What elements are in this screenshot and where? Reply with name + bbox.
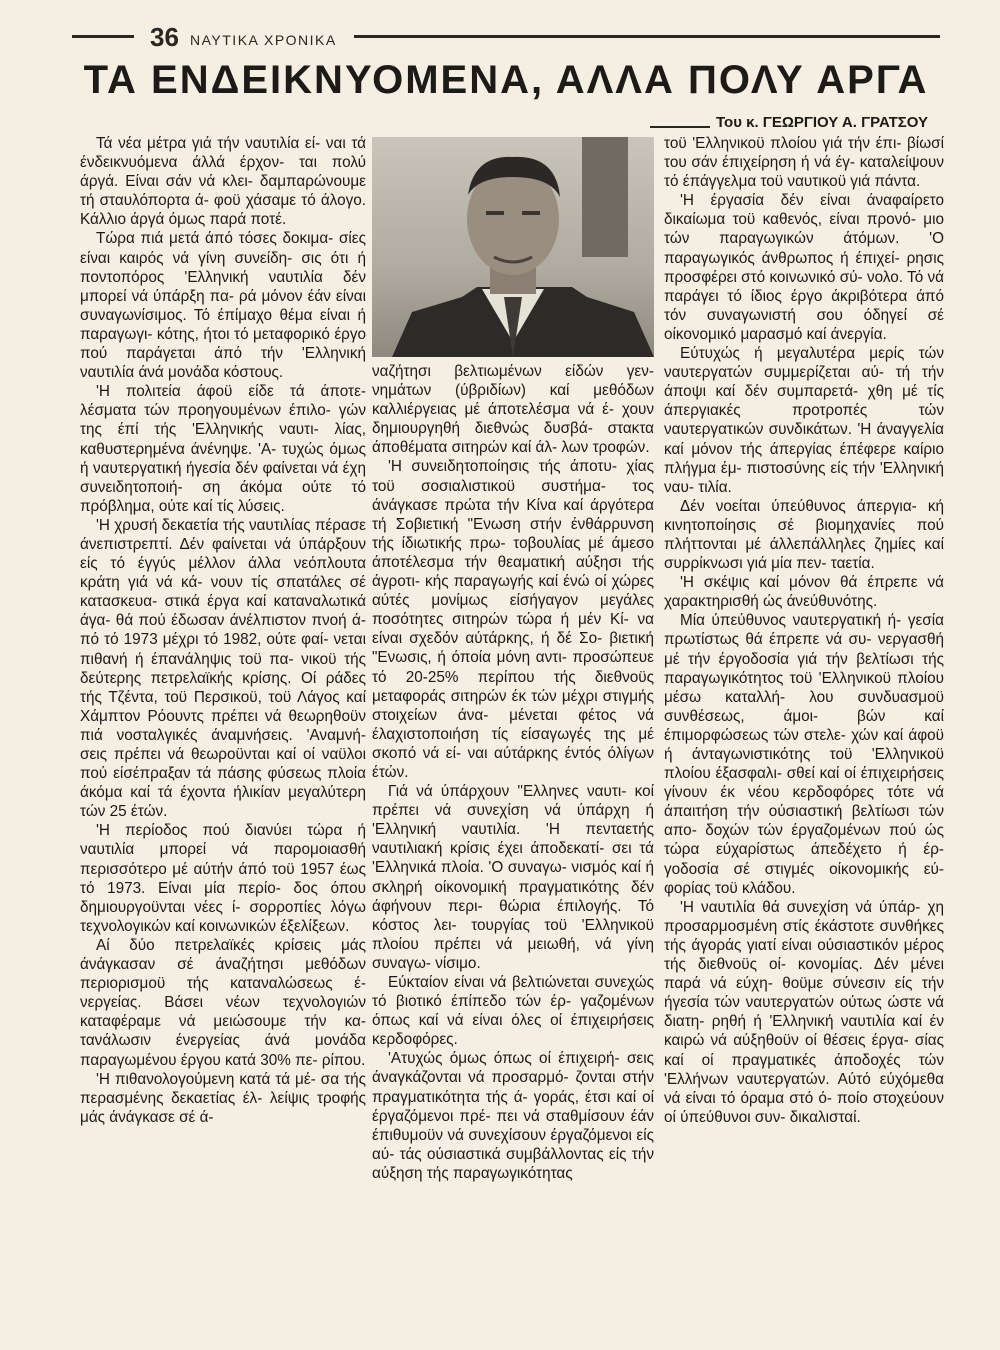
paragraph: Τώρα πιά μετά άπό τόσες δοκιμα- σίες είναι καιρός νά γίνη συνείδη- σις ότι ή ποντοπόρος 'Ελληνική ναυτιλία δέν μπορεί νά ύπάρξη πα- ρά μόνον έάν είναι συναγωνίσιμος. Τό έπίμαχο θέμα είναι ή παραγωγι- κότης, ήτοι τό μεταφορικό έργο πού παράγεται άπό τήν 'Ελληνική ναυτιλία άνά μονάδα κόστους. xyxy=(80,230,366,382)
column-2 xyxy=(372,362,654,1183)
paragraph: 'Η ναυτιλία θά συνεχίση νά ύπάρ- χη προσαρμοσμένη στίς έκάστοτε συνθήκες τής άγοράς γιατί είναι ούσιαστικόν μέρος τής διεθνοϋς οί- κονομίας. Δέν μένει παρά νά εύχη- θοϋμε σύνεσιν είς τήν ήγεσία τών ναυτεργατών ούτως ώστε νά διατη- ρηθή ή 'Ελληνική ναυτιλία καί έν καιρώ νά αύξηθοϋν οί θέσεις έργα- σίας καί οί πραγματικές άποδοχές τών 'Ελλήνων ναυτεργατών. Αύτό εύχόμεθα νά είναι τό όραμα στό ό- ποίο στοχεύουν οί ύπεύθυνοι συν- δικαλισταί. xyxy=(664,898,944,1126)
publication-name: ΝΑΥΤΙΚΑ ΧΡΟΝΙΚΑ xyxy=(190,32,337,48)
paragraph: 'Η χρυσή δεκαετία τής ναυτιλίας πέρασε άνεπιστρεπτί. Δέν φαίνεται νά ύπάρξουν είς τό έγγύς μέλλον άλλα νεόπλουτα κράτη γιά νά κά- νουν τίς σπατάλες σέ κατασκευα- στικά έργα καί καταναλωτικά άγα- θά πού έδωσαν άνέλπιστον πνοή ά- πό τό 1973 μέχρι τό 1982, ούτε φαί- νεται πιθανή ή έπανάληψις τοϋ πα- νικοϋ τής δεύτερης πετρελαϊκής κρίσης. Οί ράδες τής Τζέντα, τοϋ Περσικοϋ, τοϋ Λάγος καί Χάμπτον Ρόουντς πρέπει νά θεωρηθοϋν πιά νοσταλγικές άναμνήσεις. 'Αναμνή- σεις πρέπει νά θεωροϋνται καί οί ναϋλοι πού είσέπραξαν τά πάσης φύσεως πλοία άκόμα καί τά έχοντα ήλικίαν μεγαλύτερη τών 25 έτών. xyxy=(80,516,366,821)
paragraph: Εύκταίον είναι νά βελτιώνεται συνεχώς τό βιοτικό έπίπεδο τών έρ- γαζομένων όπως καί νά είναι όλες οί έπιχειρήσεις κερδοφόρες. xyxy=(372,974,654,1049)
article-byline: Του κ. ΓΕΩΡΓΙΟΥ Α. ΓΡΑΤΣΟΥ xyxy=(716,114,928,131)
paragraph: Μία ύπεύθυνος ναυτεργατική ή- γεσία πρωτίστως θά έπρεπε νά συ- νεργασθή μέ τήν έργοδοσία γιά τήν βελτίωσι τής παραγωγικότητος τοϋ 'Ελληνικοϋ πλοίου μέσω καταλλή- λου συνδυασμοϋ συνθέσεως, άμοι- βών καί έπιμορφώσεως τών στελε- χών καί άφοϋ ή άνταγωνιστικότης τοϋ 'Ελληνικοϋ πλοίου έξασφαλι- σθεί καί οί έπιχειρήσεις γίνουν έκ νέου κερδοφόρες τότε νά άπαιτήση τήν ούσιαστική βελτίωσι τών απο- δοχών τών έργαζομένων πού ώς τώρα εύχαρίστως άπεδέχετο ή έρ- γοδοσία σέ στιγμές οίκονομικής εύ- φορίας τοϋ κλάδου. xyxy=(664,612,944,897)
column-3 xyxy=(664,134,944,1127)
paragraph: 'Η περίοδος πού διανύει τώρα ή ναυτιλία μπορεί νά παρομοιασθή περισσότερο μέ αύτήν άπό τοϋ 1957 έως τό 1973. Είναι μία περίο- δος όπου δημιουργοϋνται νέες ί- σορροπίες λόγω τεχνολογικών καί κοινωνικών έξελίξεων. xyxy=(80,822,366,935)
paragraph: ναζήτησι βελτιωμένων είδών γεν- νημάτων (ύβριδίων) καί μεθόδων καλλιέργειας μέ άποτελέσμα νά έ- χουν δημιουργηθή διεθνώς δυσβά- στακτα άποθέματα σιτηρών καί άλ- λων τροφών. xyxy=(372,363,654,457)
header-rule-right xyxy=(354,35,940,38)
paragraph: Αί δύο πετρελαϊκές κρίσεις μάς άνάγκασαν σέ άναζήτησι μεθόδων περιορισμοϋ τής καταναλώσεως έ- νεργείας. Βάσει νέων τεχνολογιών καταφέραμε νά μειώσουμε τήν κα- τανάλωσιν ένεργείας άνά μονάδα παραγωμένου έργου κατά 30% πε- ρίπου. xyxy=(80,936,366,1069)
paragraph: 'Η πιθανολογούμενη κατά τά μέ- σα τής περασμένης δεκαετίας έλ- λείψις τροφής μάς άνάγκασε σέ ά- xyxy=(80,1070,366,1126)
paragraph: 'Η έργασία δέν είναι άναφαίρετο δικαίωμα τοϋ καθενός, είναι προνό- μιο τών παραγωγικών άτόμων. 'Ο παραγωγικός άνθρωπος ή έπιχεί- ρησις προσφέρει στό κοινωνικό σύ- νολο. Τό νά παράγει τό ίδιος έργο άκριβότερα άπό τόν συναγωνιστή σου όδηγεί σέ οίκονομικό μαρασμό καί άνεργία. xyxy=(664,192,944,343)
paragraph: 'Η συνειδητοποίησις τής άποτυ- χίας τοϋ σοσιαλιστικοϋ συστήμα- τος άνάγκασε πρώτα τήν Κίνα καί άργότερα τή Σοβιετική "Ενωση στήν ένθάρρυνση τής ίδιωτικής πρω- τοβουλίας μέ άμεσο άποτέλεσμα τήν θεαματική αύξησι τής άγροτι- κής παραγωγής καί ένώ οί χώρες αύτές μονίμως είσήγαγον μεγάλες ποσότητες σιτηρών τώρα ή μέν Κί- να είναι σχεδόν αύτάρκης, ή δέ Σο- βιετική "Ενωσις, ή όποία μόνη αντι- προσώπευε τό 20-25% περίπου τής διεθνοϋς μεταφοράς σιτηρών έκ τών μέχρι στιγμής στοιχείων άνα- μένεται φέτος νά έλαχιστοποιήση τίς είσαγωγές της μέ σκοπό νά εί- ναι αύτάρκης έντός όλίγων έτών. xyxy=(372,458,654,781)
paragraph: 'Ατυχώς όμως όπως οί έπιχειρή- σεις άναγκάζονται νά προσαρμό- ζονται στήν πραγματικότητα τής ά- γοράς, έτσι καί οί έργαζόμενοι πρέ- πει νά σταθμίσουν έάν έπιθυμοϋν νά συνεχίσουν έργαζόμενοι είς αύ- τάς ούσιαστικά συμβάλλοντας είς τήν αύξηση τής παραγωγικότητας xyxy=(372,1050,654,1182)
article-title: ΤΑ ΕΝΔΕΙΚΝΥΟΜΕΝΑ, ΑΛΛΑ ΠΟΛΥ ΑΡΓΑ xyxy=(83,58,929,102)
header-rule-left xyxy=(72,35,134,38)
page-header xyxy=(72,22,940,52)
paragraph: Εύτυχώς ή μεγαλυτέρα μερίς τών ναυτεργατών συμμερίζεται αύ- τή τήν άποψι καί δέν συμπαρετά- χθη μέ τίς άπεργιακές προτροπές τών ναυτεργατικών συνδικάτων. 'Η άναγγελία καί μόνον τής άπεργίας έπέφερε καίριο πλήγμα έμ- πιστοσύνης είς τήν 'Ελληνική ναυ- τιλία. xyxy=(664,345,944,496)
page-number: 36 xyxy=(150,22,179,52)
author-photo xyxy=(372,137,654,357)
paragraph: Γιά νά ύπάρχουν "Ελληνες ναυτι- κοί πρέπει νά συνεχίση νά ύπάρχη ή 'Ελληνική ναυτιλία. 'Η πενταετής ναυτιλιακή κρίσις έχει άποδεκατί- σει τά 'Ελληνικά πλοία. 'Ο συναγω- νισμός καί ή σκληρή οίκονομική πραγματικότης δέν άφήνουν περι- θώρια έπιλογής. Τό κόστος λει- τουργίας τοϋ 'Ελληνικοϋ πλοίου πρέπει νά μειωθή, νά γίνη συναγω- νίσιμο. xyxy=(372,783,654,972)
paragraph: τοϋ 'Ελληνικοϋ πλοίου γιά τήν έπι- βίωσί του σάν έπιχείρηση ή νά έγ- καταλείψουν τό έπάγγελμα τοϋ ναυτικοϋ γιά πάντα. xyxy=(664,135,944,191)
byline-rule xyxy=(650,126,710,128)
column-1 xyxy=(80,134,366,1127)
paragraph: Τά νέα μέτρα γιά τήν ναυτιλία εί- ναι τά ένδεικνυόμενα άλλά έρχον- ται πολύ άργά. Είναι σάν νά κλει- δαμπαρώνουμε τή σταυλόπορτα ά- φοϋ χάσαμε τό άλογο. Κάλλιο άργά όμως παρά ποτέ. xyxy=(80,135,366,229)
paragraph: 'Η σκέψις καί μόνον θά έπρεπε νά χαρακτηρισθή ώς άνεύθυνότης. xyxy=(664,574,944,611)
paragraph: Δέν νοείται ύπεύθυνος άπεργια- κή κινητοποίησις σέ βιομηχανίες πού πλήττονται μέ άλλεπάλληλες ζημίες καί συρρίκνωσι γιά μία πεν- ταετία. xyxy=(664,497,944,573)
paragraph: 'Η πολιτεία άφοϋ είδε τά άποτε- λέσματα τών προηγουμένων έπιλο- γών της έπί τής 'Ελληνικής ναυτι- λίας, καθυστερημένα άνένηψε. 'Α- τυχώς όμως ή ναυτεργατική ήγεσία δέν φαίνεται νά έχη συνειδητοποιή- ση άκόμα ούτε τό πρόβλημα, ούτε καί τίς λύσεις. xyxy=(80,383,366,515)
